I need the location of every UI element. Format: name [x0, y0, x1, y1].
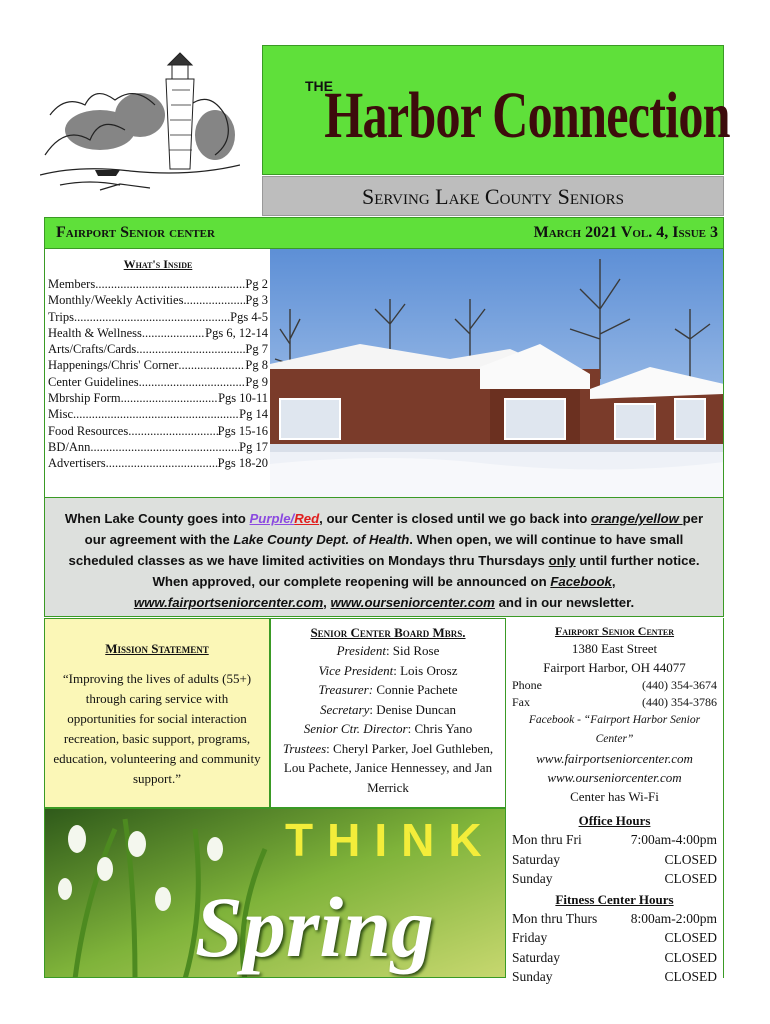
mission-text: “Improving the lives of adults (55+) through caring service with opportunities for social interaction recreation, basic support, programs, education, volunteering and community support.” [53, 671, 261, 786]
think-spring-graphic [44, 808, 506, 978]
board-president: President: Sid Rose [336, 643, 440, 658]
notice-comma-1: , [611, 574, 616, 589]
think-word: THINK [285, 814, 496, 866]
status-slash: / [290, 511, 295, 526]
mission-panel [44, 618, 270, 808]
newsletter-title: Harbor Connection [324, 79, 730, 152]
only-emphasis: only [548, 553, 576, 568]
mission-heading: Mission Statement [105, 641, 209, 656]
fitness-hours-row: Friday CLOSED [512, 930, 717, 945]
notice-text-3: per our agreement with the [84, 511, 704, 547]
contents-item: Food Resources ..... Pgs 15-16 [48, 423, 268, 439]
issue-info: March 2021 Vol. 4, Issue 3 [533, 224, 718, 241]
contents-item: Center Guidelines ..... Pg 9 [48, 374, 268, 390]
tagline: Serving Lake County Seniors [262, 176, 724, 216]
board-panel [270, 618, 506, 808]
spring-word: Spring [195, 879, 435, 975]
lighthouse-illustration [40, 45, 240, 200]
office-hours-row: Mon thru Fri 7:00am-4:00pm [512, 832, 717, 847]
notice-text-2: , our Center is closed until we go back into [319, 511, 591, 526]
purple-status: Purple [249, 511, 291, 526]
center-street: 1380 East Street [571, 641, 658, 656]
board-secretary: Secretary: Denise Duncan [320, 701, 456, 717]
center-site-1[interactable]: www.fairportseniorcenter.com [536, 751, 693, 766]
board-vice-president: Vice President: Lois Orosz [318, 662, 458, 678]
office-hours-row: Saturday CLOSED [512, 851, 717, 867]
contents-item: Happenings/Chris' Corner ..... Pg 8 [48, 357, 268, 373]
facebook-link[interactable]: Facebook [550, 574, 612, 589]
contents-item: Advertisers ..... Pgs 18-20 [48, 455, 268, 471]
center-info-panel [506, 618, 724, 984]
contents-item: Misc ..... Pg 14 [48, 406, 268, 422]
center-name: Fairport Senior center [56, 224, 215, 241]
notice-text-6: and in our newsletter. [494, 595, 635, 610]
notice-text-4: . When open, we will continue to have small scheduled classes as we have limited activities on Mondays thru Thursdays [68, 532, 684, 568]
center-site-2[interactable]: www.ourseniorcenter.com [547, 770, 682, 785]
office-hours-heading: Office Hours [578, 813, 651, 828]
board-trustees: Trustees: Cheryl Parker, Joel Guthleben, Lou Pachete, Janice Hennessey, and Jan Merrick [282, 740, 494, 795]
contents-item: Health & Wellness ..... Pgs 6, 12-14 [48, 325, 268, 341]
office-hours-row: Sunday CLOSED [512, 871, 717, 886]
fitness-hours-list [512, 909, 717, 987]
closure-notice [44, 497, 724, 617]
fax-row: Fax (440) 354-3786 [512, 695, 717, 709]
notice-text-5: until further notice. When approved, our complete reopening will be announced on [152, 553, 700, 589]
contents-item: Members ..... Pg 2 [48, 276, 268, 292]
center-info-heading: Fairport Senior Center [554, 624, 675, 638]
board-heading: Senior Center Board Mbrs. [310, 625, 466, 640]
notice-comma-2: , [323, 595, 331, 610]
newsletter-title-the: THE [305, 78, 333, 94]
contents-item: Monthly/Weekly Activities ..... Pg 3 [48, 292, 268, 308]
fitness-hours-row: Saturday CLOSED [512, 949, 717, 965]
contents-item: Mbrship Form ..... Pgs 10-11 [48, 390, 268, 406]
center-city: Fairport Harbor, OH 44077 [543, 660, 686, 675]
orange-yellow-status: orange/yellow [591, 511, 683, 526]
phone-row: Phone (440) 354-3674 [512, 678, 717, 692]
fairport-site-link[interactable]: www.fairportseniorcenter.com [133, 595, 324, 610]
center-facebook: Facebook - “Fairport Harbor Senior Center” [528, 714, 701, 745]
fitness-hours-row: Sunday CLOSED [512, 969, 717, 984]
senior-center-photo [270, 249, 724, 497]
board-treasurer: Treasurer: Connie Pachete [318, 682, 458, 697]
contents-heading: What's Inside [123, 257, 193, 271]
fitness-hours-row: Mon thru Thurs 8:00am-2:00pm [512, 910, 717, 926]
wifi-note: Center has Wi-Fi [570, 789, 659, 804]
red-status: Red [294, 511, 320, 526]
ourseniorcenter-link[interactable]: www.ourseniorcenter.com [330, 595, 495, 610]
office-hours-list [512, 830, 717, 889]
contents-item: Arts/Crafts/Cards ..... Pg 7 [48, 341, 268, 357]
health-dept: Lake County Dept. of Health [233, 532, 410, 547]
notice-text-1: When Lake County goes into [64, 511, 250, 526]
board-director: Senior Ctr. Director: Chris Yano [303, 721, 473, 736]
contents-item: Trips ..... Pgs 4-5 [48, 309, 268, 325]
contents-list [48, 276, 268, 472]
contents-item: BD/Ann ..... Pg 17 [48, 439, 268, 455]
fitness-hours-heading: Fitness Center Hours [555, 891, 674, 907]
